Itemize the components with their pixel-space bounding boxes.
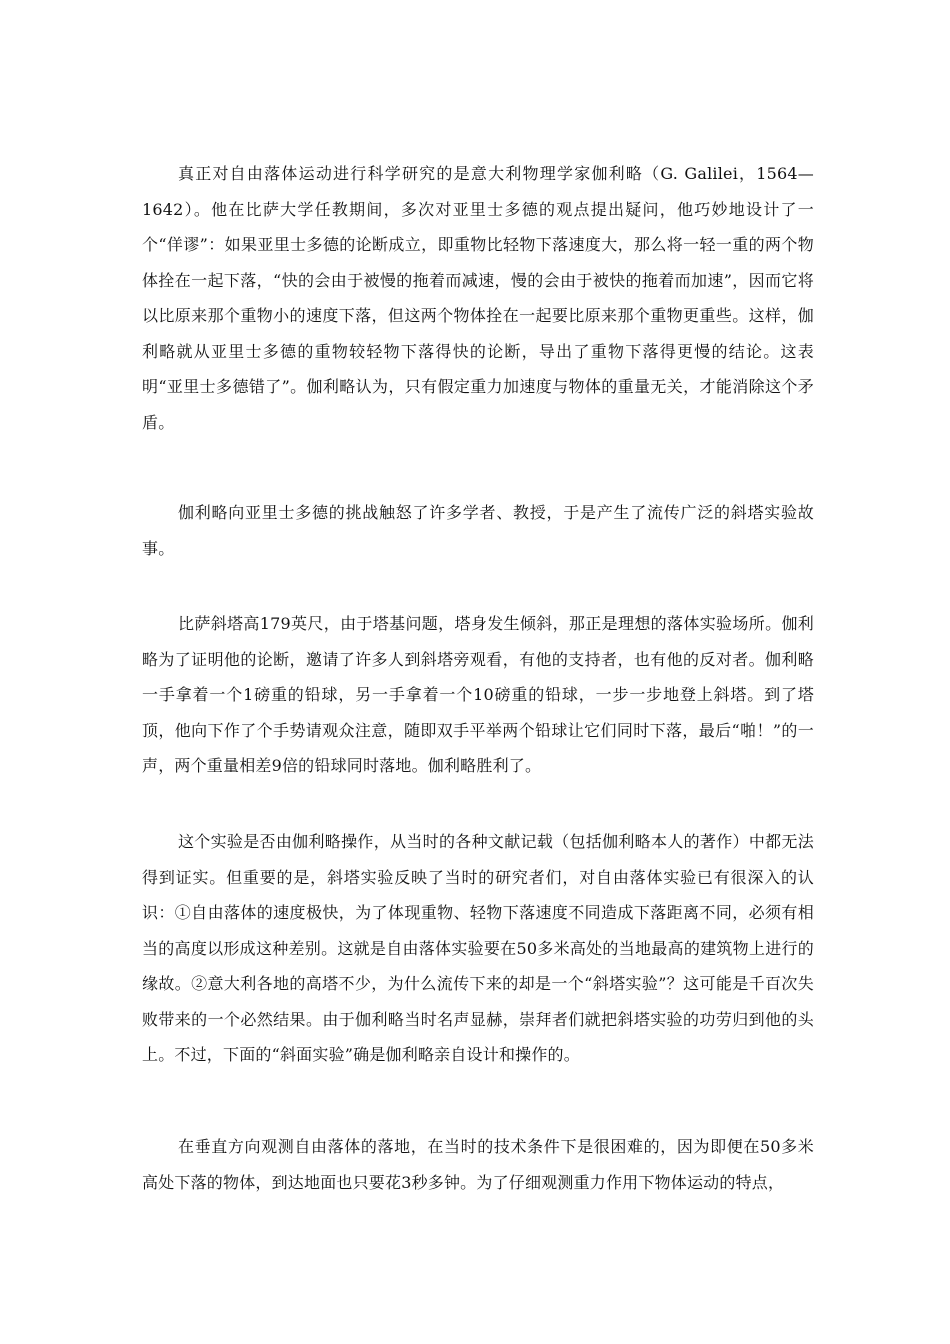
paragraph-pisa-experiment: 比萨斜塔高179英尺，由于塔基问题，塔身发生倾斜，那正是理想的落体实验场所。伽利略为了证明他的论断，邀请了许多人到斜塔旁观看，有他的支持者，也有他的反对者。伽利略一手拿着一个1磅重的铅球，另一手拿着一个10磅重的铅球，一步一步地登上斜塔。到了塔顶，他向下作了个手势请观众注意，随即双手平举两个铅球让它们同时下落，最后“啪！”的一声，两个重量相差9倍的铅球同时落地。伽利略胜利了。 (142, 614, 814, 775)
paragraph-leaning-tower-story: 伽利略向亚里士多德的挑战触怒了许多学者、教授，于是产生了流传广泛的斜塔实验故事。 (142, 503, 814, 558)
paragraph-vertical-observation: 在垂直方向观测自由落体的落地，在当时的技术条件下是很困难的，因为即便在50多米高处下落的物体，到达地面也只要花3秒多钟。为了仔细观测重力作用下物体运动的特点， (142, 1137, 814, 1192)
paragraph-experiment-verification: 这个实验是否由伽利略操作，从当时的各种文献记载（包括伽利略本人的著作）中都无法得到证实。但重要的是，斜塔实验反映了当时的研究者们，对自由落体实验已有很深入的认识：①自由落体的速度极快，为了体现重物、轻物下落速度不同造成下落距离不同，必须有相当的高度以形成这种差别。这就是自由落体实验要在50多米高处的当地最高的建筑物上进行的缘故。②意大利各地的高塔不少，为什么流传下来的却是一个“斜塔实验”？这可能是千百次失败带来的一个必然结果。由于伽利略当时名声显赫，崇拜者们就把斜塔实验的功劳归到他的头上。不过，下面的“斜面实验”确是伽利略亲自设计和操作的。 (142, 832, 814, 1064)
paragraph-galileo-paradox: 真正对自由落体运动进行科学研究的是意大利物理学家伽利略（G. Galilei，1564—1642）。他在比萨大学任教期间，多次对亚里士多德的观点提出疑问，他巧妙地设计了一个“佯谬”：如果亚里士多德的论断成立，即重物比轻物下落速度大，那么将一轻一重的两个物体拴在一起下落，“快的会由于被慢的拖着而减速，慢的会由于被快的拖着而加速”，因而它将以比原来那个重物小的速度下落，但这两个物体拴在一起要比原来那个重物更重些。这样，伽利略就从亚里士多德的重物较轻物下落得快的论断，导出了重物下落得更慢的结论。这表明“亚里士多德错了”。伽利略认为，只有假定重力加速度与物体的重量无关，才能消除这个矛盾。 (142, 164, 814, 432)
